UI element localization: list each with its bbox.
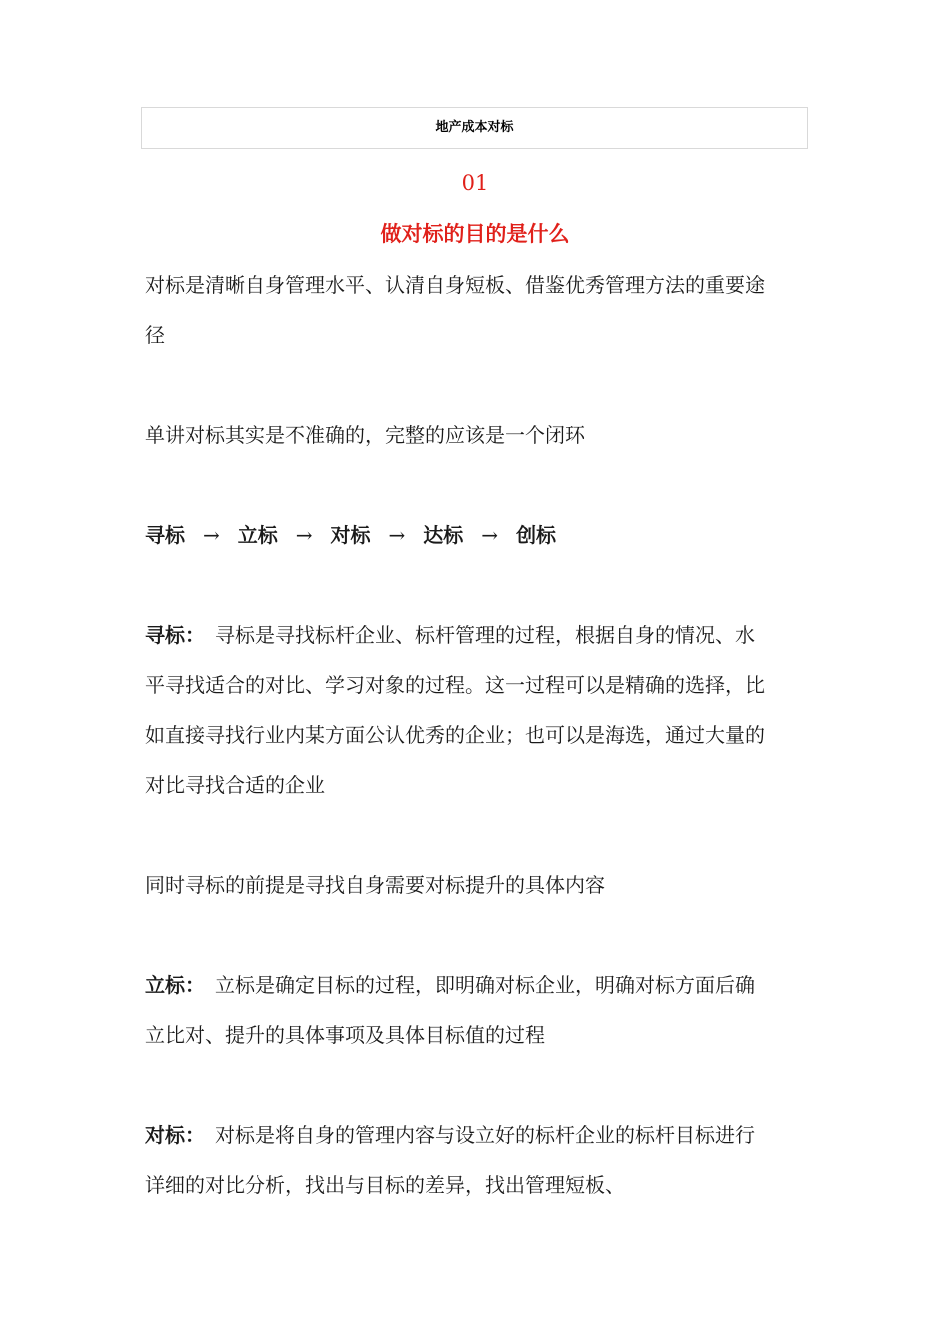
flow-step-find: 寻标 xyxy=(145,523,185,547)
document-header-title: 地产成本对标 xyxy=(435,120,514,135)
definition-term: 对标： xyxy=(145,1123,205,1147)
flow-step-create: 创标 xyxy=(516,523,557,547)
find-note-paragraph: 同时寻标的前提是寻找自身需要对标提升的具体内容 xyxy=(145,873,605,897)
arrow-right-icon: → xyxy=(295,523,313,547)
section-title: 做对标的目的是什么 xyxy=(380,221,570,246)
spacer xyxy=(145,460,765,510)
arrow-right-icon: → xyxy=(388,523,406,547)
definition-term: 立标： xyxy=(145,973,205,997)
arrow-right-icon: → xyxy=(481,523,499,547)
definition-set xyxy=(145,960,765,1060)
spacer xyxy=(145,360,765,410)
spacer xyxy=(145,1060,765,1110)
section-number: 01 xyxy=(461,171,489,195)
definition-find xyxy=(145,610,765,810)
flow-step-set: 立标 xyxy=(237,523,278,547)
spacer xyxy=(145,810,765,860)
definition-compare xyxy=(145,1110,765,1210)
header-box xyxy=(141,107,808,149)
arrow-right-icon: → xyxy=(203,523,220,547)
definition-term: 寻标： xyxy=(145,623,205,647)
process-flow xyxy=(145,510,765,560)
spacer xyxy=(145,910,765,960)
flow-step-reach: 达标 xyxy=(423,523,464,547)
definition-text: 对标是将自身的管理内容与设立好的标杆企业的标杆目标进行详细的对比分析，找出与目标的差异，找出管理短板、 xyxy=(145,1123,755,1197)
intro-paragraph: 对标是清晰自身管理水平、认清自身短板、借鉴优秀管理方法的重要途径 xyxy=(145,273,765,347)
definition-text: 立标是确定目标的过程，即明确对标企业，明确对标方面后确立比对、提升的具体事项及具体目标值的过程 xyxy=(145,973,755,1047)
document-body xyxy=(145,260,765,1210)
definition-text: 寻标是寻找标杆企业、标杆管理的过程，根据自身的情况、水平寻找适合的对比、学习对象的过程。这一过程可以是精确的选择，比如直接寻找行业内某方面公认优秀的企业；也可以是海选，通过大量的对比寻找合适的企业 xyxy=(145,623,765,797)
flow-step-compare: 对标 xyxy=(330,523,371,547)
loop-paragraph: 单讲对标其实是不准确的，完整的应该是一个闭环 xyxy=(145,423,585,447)
spacer xyxy=(145,560,765,610)
